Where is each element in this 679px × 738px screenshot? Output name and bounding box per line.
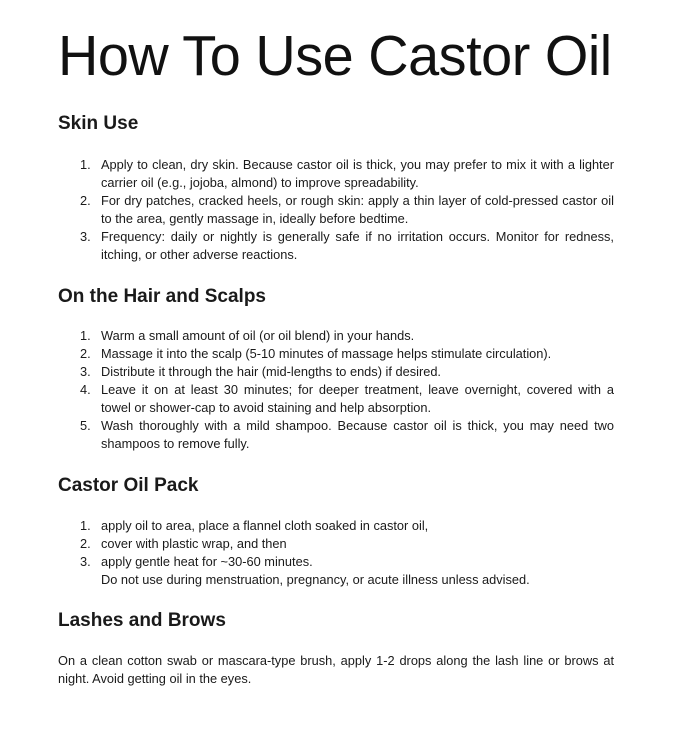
list-number: 2.: [80, 346, 91, 361]
list-item-text: Massage it into the scalp (5-10 minutes of massage helps stimulate circulation).: [101, 346, 552, 361]
list-item: [58, 553, 614, 571]
list-item: [58, 228, 614, 264]
list-item: [58, 156, 614, 192]
section-heading-skin-use: Skin Use: [58, 113, 139, 134]
section-heading-lashes-and-brows: Lashes and Brows: [58, 610, 226, 631]
list-item-text: Wash thoroughly with a mild shampoo. Because castor oil is thick, you may need two shampoos to remove fully.: [101, 418, 614, 451]
list-item-text: cover with plastic wrap, and then: [101, 536, 287, 551]
list-item: [58, 192, 614, 228]
list-item-text: Frequency: daily or nightly is generally safe if no irritation occurs. Monitor for redness, itching, or other adverse reactions.: [101, 229, 614, 262]
list-number: 5.: [80, 418, 91, 433]
list-item-text: Leave it on at least 30 minutes; for deeper treatment, leave overnight, covered with a towel or shower-cap to avoid staining and help absorption.: [101, 382, 614, 415]
list-number: 2.: [80, 536, 91, 551]
lashes-brows-paragraph: On a clean cotton swab or mascara-type brush, apply 1-2 drops along the lash line or brows at night. Avoid getting oil in the eyes.: [58, 653, 614, 686]
section-heading-hair-and-scalps: On the Hair and Scalps: [58, 286, 266, 307]
list-number: 4.: [80, 382, 91, 397]
list-item-text: For dry patches, cracked heels, or rough skin: apply a thin layer of cold-pressed castor oil to the area, gently massage in, ideally before bedtime.: [101, 193, 614, 226]
list-number: 1.: [80, 157, 91, 172]
list-item: [58, 417, 614, 453]
list-item-text: apply oil to area, place a flannel cloth soaked in castor oil,: [101, 518, 429, 533]
list-item: [58, 381, 614, 417]
list-item: [58, 535, 614, 553]
list-item-text: apply gentle heat for ~30-60 minutes.: [101, 554, 313, 569]
list-number: 3.: [80, 364, 91, 379]
pack-warning-note: [58, 571, 614, 589]
skin-use-list: [58, 156, 614, 264]
list-number: 3.: [80, 554, 91, 569]
list-item-text: Distribute it through the hair (mid-lengths to ends) if desired.: [101, 364, 441, 379]
list-item-text: Apply to clean, dry skin. Because castor oil is thick, you may prefer to mix it with a lighter carrier oil (e.g., jojoba, almond) to improve spreadability.: [101, 157, 614, 190]
list-number: 3.: [80, 229, 91, 244]
list-item-text: Warm a small amount of oil (or oil blend) in your hands.: [101, 328, 415, 343]
list-number: 1.: [80, 518, 91, 533]
castor-oil-pack-list: [58, 517, 614, 589]
note-text: Do not use during menstruation, pregnancy, or acute illness unless advised.: [101, 572, 530, 587]
list-item: [58, 345, 614, 363]
list-item: [58, 327, 614, 345]
hair-scalp-list: [58, 327, 614, 453]
list-number: 2.: [80, 193, 91, 208]
list-number: 1.: [80, 328, 91, 343]
section-heading-castor-oil-pack: Castor Oil Pack: [58, 475, 199, 496]
page-title: How To Use Castor Oil: [58, 24, 612, 88]
list-item: [58, 517, 614, 535]
list-item: [58, 363, 614, 381]
